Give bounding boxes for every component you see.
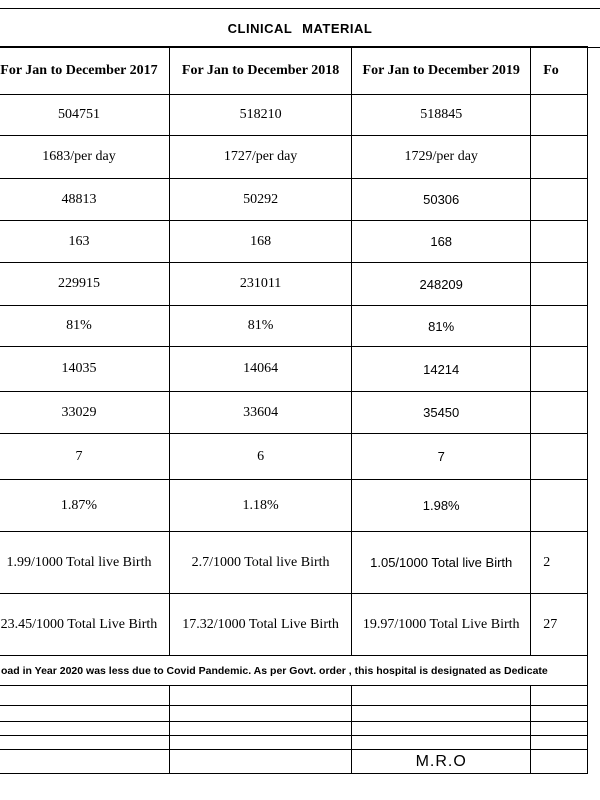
table-row [0, 179, 588, 221]
cell: 17.32/1000 Total Live Birth [169, 594, 351, 656]
cell: 50306 [352, 179, 531, 221]
page-title: CLINICAL MATERIAL [0, 8, 600, 48]
cell [531, 306, 588, 347]
blank-row [0, 706, 588, 722]
cell: 518845 [352, 95, 531, 136]
blank-row [0, 722, 588, 736]
cell: 1729/per day [352, 136, 531, 179]
table-row [0, 95, 588, 136]
cell [531, 221, 588, 263]
cell: 14214 [352, 347, 531, 392]
clinical-table [0, 46, 588, 774]
cell [531, 263, 588, 306]
cell [531, 392, 588, 434]
table-row [0, 347, 588, 392]
table-row [0, 434, 588, 480]
cell: 81% [0, 306, 169, 347]
cell: 229915 [0, 263, 169, 306]
cell: 19.97/1000 Total Live Birth [352, 594, 531, 656]
cell: 14064 [169, 347, 351, 392]
signature-mro: M.R.O [352, 750, 531, 774]
cell: 48813 [0, 179, 169, 221]
cell: 1683/per day [0, 136, 169, 179]
cell: 1.05/1000 Total live Birth [352, 532, 531, 594]
cell: 2.7/1000 Total live Birth [169, 532, 351, 594]
table-row [0, 532, 588, 594]
cell: 33029 [0, 392, 169, 434]
cell: 50292 [169, 179, 351, 221]
cell: 518210 [169, 95, 351, 136]
cell [531, 480, 588, 532]
cell: 248209 [352, 263, 531, 306]
cell: 35450 [352, 392, 531, 434]
table-row [0, 136, 588, 179]
table-row [0, 594, 588, 656]
cell: 14035 [0, 347, 169, 392]
cell [531, 95, 588, 136]
note-row [0, 656, 588, 686]
cell: 168 [352, 221, 531, 263]
cell: 168 [169, 221, 351, 263]
cell [531, 136, 588, 179]
cell: 7 [352, 434, 531, 480]
blank-row [0, 736, 588, 750]
cell: 504751 [0, 95, 169, 136]
cell: 6 [169, 434, 351, 480]
covid-note: oad in Year 2020 was less due to Covid Pandemic. As per Govt. order , this hospital is designated as Dedicate [0, 656, 588, 686]
cell: 81% [169, 306, 351, 347]
blank-row [0, 686, 588, 706]
header-2018: For Jan to December 2018 [169, 47, 351, 95]
cell: 33604 [169, 392, 351, 434]
header-2019: For Jan to December 2019 [352, 47, 531, 95]
cell: 23.45/1000 Total Live Birth [0, 594, 169, 656]
cell: 1.18% [169, 480, 351, 532]
cell: 163 [0, 221, 169, 263]
table-row [0, 392, 588, 434]
cell [531, 179, 588, 221]
cell: 231011 [169, 263, 351, 306]
cell [531, 347, 588, 392]
cell: 1727/per day [169, 136, 351, 179]
table-row [0, 263, 588, 306]
cell: 1.87% [0, 480, 169, 532]
cell: 2 [531, 532, 588, 594]
cell: 1.99/1000 Total live Birth [0, 532, 169, 594]
signature-row [0, 750, 588, 774]
cell: 27 [531, 594, 588, 656]
table-row [0, 306, 588, 347]
table-row [0, 480, 588, 532]
cell: 81% [352, 306, 531, 347]
cell: 7 [0, 434, 169, 480]
cell [531, 434, 588, 480]
header-2017: For Jan to December 2017 [0, 47, 169, 95]
cell: 1.98% [352, 480, 531, 532]
header-2020: Fo [531, 47, 588, 95]
header-row [0, 47, 588, 95]
table-row [0, 221, 588, 263]
